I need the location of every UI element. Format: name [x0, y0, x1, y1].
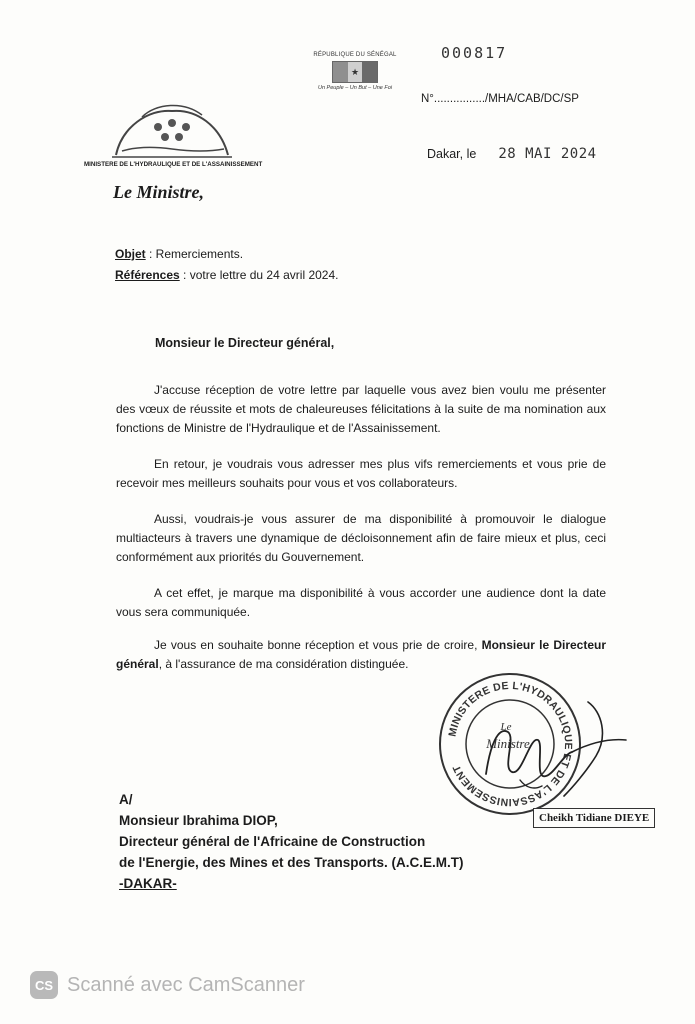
signature-icon	[468, 696, 638, 806]
star-icon: ★	[350, 66, 360, 77]
stamp-ring-text: MINISTERE DE L'HYDRAULIQUE ET DE L'ASSAINISSEMENT	[446, 679, 575, 809]
paragraph-thanks: En retour, je voudrais vous adresser mes plus vifs remerciements et vous prie de recevoir mes meilleurs souhaits pour vous et vos collaborateurs.	[116, 457, 606, 490]
republic-emblem	[300, 52, 410, 91]
references-line	[115, 268, 338, 282]
scanner-watermark	[30, 971, 305, 999]
paragraph-dialogue: Aussi, voudrais-je vous assurer de ma disponibilité à promouvoir le dialogue multiacteurs à travers une dynamique de décloisonnement afin de faire mieux et plus, ceci conformément aux priorités du Gouvernement.	[116, 512, 606, 564]
references-label: Références	[115, 268, 180, 282]
scanner-text: Scanné avec CamScanner	[67, 973, 305, 996]
closing-start: Je vous en souhaite bonne réception et vous prie de croire,	[154, 638, 482, 652]
subject-label: Objet	[115, 247, 146, 261]
references-text: : votre lettre du 24 avril 2024.	[179, 268, 339, 282]
paragraph-closing	[116, 636, 606, 674]
ministry-logo	[84, 97, 274, 168]
flag-icon	[332, 61, 378, 83]
stamp-center-top: Le	[500, 721, 512, 733]
registration-number: 000817	[441, 44, 508, 62]
subject-line	[115, 247, 243, 261]
paragraph-acknowledgement: J'accuse réception de votre lettre par laquelle vous avez bien voulu me présenter des vœux de réussite et mots de chaleureuses félicitations à la suite de ma nomination aux fonctions de Ministre de l'Hydraulique et de l'Assainissement.	[116, 383, 606, 435]
addressee-city: -DAKAR-	[119, 876, 177, 891]
camscanner-logo-icon: CS	[30, 971, 58, 999]
date-stamp: 28 MAI 2024	[498, 146, 597, 162]
closing-addressee: Monsieur le Directeur général	[116, 638, 607, 671]
date-prefix: Dakar, le	[427, 147, 477, 161]
closing-end: , à l'assurance de ma considération distinguée.	[158, 657, 409, 671]
ministry-name: MINISTERE DE L'HYDRAULIQUE ET DE L'ASSAINISSEMENT	[84, 161, 263, 168]
addressee-line2: de l'Energie, des Mines et des Transports. (A.C.E.M.T)	[119, 855, 464, 870]
signer-name-stamp: Cheikh Tidiane DIEYE	[533, 808, 655, 828]
addressee-block	[119, 789, 464, 894]
subject-text: : Remerciements.	[145, 247, 244, 261]
addressee-prefix: A/	[119, 792, 133, 807]
addressee-name: Monsieur Ibrahima DIOP,	[119, 813, 278, 828]
stamp-center-bottom: Ministre	[486, 736, 530, 751]
emblem-motto: Un Peuple – Un But – Une Foi	[318, 85, 392, 91]
sender-title: Le Ministre,	[113, 182, 205, 202]
water-drops-logo-icon	[112, 97, 232, 159]
addressee-line1: Directeur général de l'Africaine de Construction	[119, 834, 426, 849]
salutation: Monsieur le Directeur général,	[155, 336, 335, 350]
emblem-country: RÉPUBLIQUE DU SÉNÉGAL	[313, 52, 397, 58]
reference-line: N°................/MHA/CAB/DC/SP	[421, 93, 579, 105]
paragraph-audience: A cet effet, je marque ma disponibilité à vous accorder une audience dont la date vous sera communiquée.	[116, 586, 606, 619]
date-line	[427, 146, 597, 162]
